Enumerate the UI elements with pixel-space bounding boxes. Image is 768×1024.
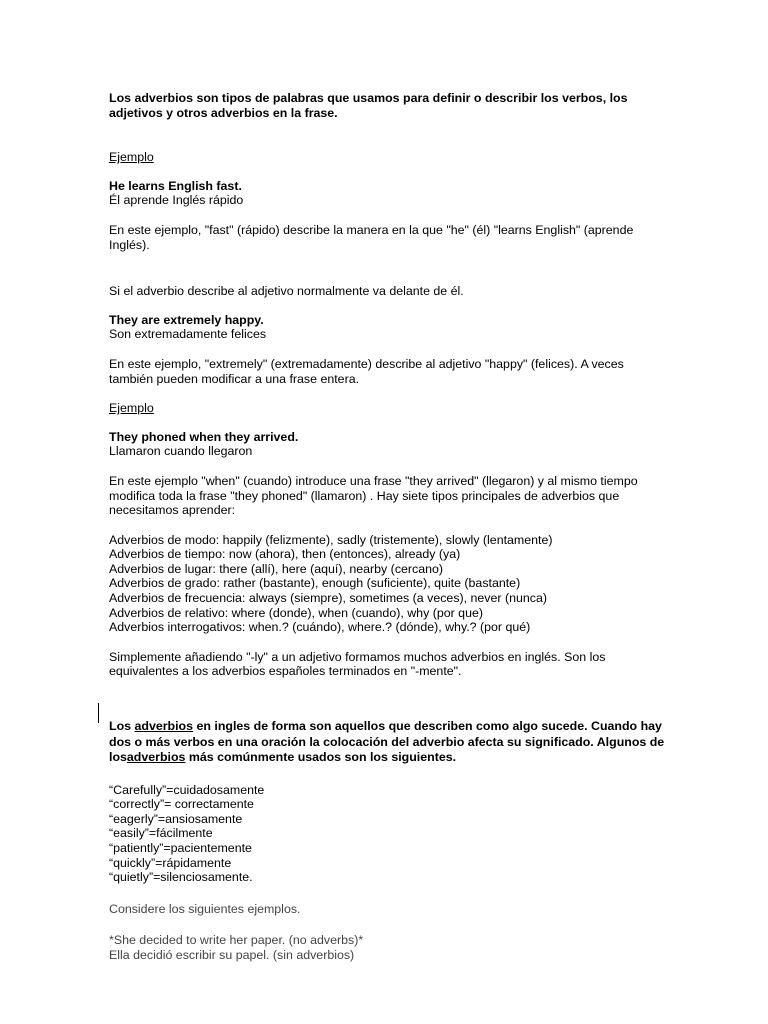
- example-3-spanish: Llamaron cuando llegaron: [109, 444, 253, 459]
- example-3-note: En este ejemplo "when" (cuando) introduce una frase "they arrived" (llegaron) y al mismo tiempo modifica toda la frase "they phoned" (llamaron) . Hay siete tipos principales de adverbios que necesitamos aprender:: [109, 473, 638, 518]
- list-item: “patiently”=pacientemente: [109, 840, 252, 855]
- list-item: Adverbios de lugar: there (allí), here (aquí), nearby (cercano): [109, 561, 444, 576]
- text-cursor: [98, 703, 99, 723]
- example-heading-1: Ejemplo: [109, 150, 154, 165]
- section-2-text: Los: [109, 719, 135, 734]
- example-2-spanish: Son extremadamente felices: [109, 327, 267, 342]
- ly-suffix-note: Simplemente añadiendo "-ly" a un adjetivo formamos muchos adverbios en inglés. Son los equivalentes a los adverbios españoles terminados en "-mente".: [109, 649, 606, 679]
- example-4-english: *She decided to write her paper. (no adverbs)*: [109, 933, 364, 948]
- vocabulary-list: [109, 783, 669, 885]
- list-item: Adverbios de grado: rather (bastante), enough (suficiente), quite (bastante): [109, 576, 521, 591]
- example-1-spanish: Él aprende Inglés rápido: [109, 193, 244, 208]
- list-item: “eagerly”=ansiosamente: [109, 811, 243, 826]
- example-2-english: They are extremely happy.: [109, 312, 264, 327]
- example-2-note: En este ejemplo, "extremely" (extremadamente) describe al adjetivo "happy" (felices). A veces también pueden modificar a una frase entera.: [109, 356, 624, 386]
- intro-paragraph: Los adverbios son tipos de palabras que usamos para definir o describir los verbos, los adjetivos y otros adverbios en la frase.: [109, 91, 628, 120]
- adverb-types-list: [109, 533, 669, 635]
- example-1-note: En este ejemplo, "fast" (rápido) describe la manera en la que "he" (él) "learns English" (aprende Inglés).: [109, 222, 634, 252]
- list-item: Adverbios de relativo: where (donde), when (cuando), why (por que): [109, 605, 483, 620]
- list-item: “quietly”=silenciosamente.: [109, 870, 253, 885]
- adverbios-link[interactable]: adverbios: [134, 719, 194, 734]
- example-3-english: They phoned when they arrived.: [109, 429, 299, 444]
- section-2-text: más comúnmente usados son los siguientes.: [185, 750, 457, 765]
- list-item: “quickly”=rápidamente: [109, 855, 232, 870]
- section-2-text: en ingles de forma son aquellos que describen como algo sucede. Cuando hay dos o más verbos en una oración la colocación del adverbio afecta su significado. Algunos de los: [109, 719, 665, 765]
- list-item: Adverbios de modo: happily (felizmente), sadly (tristemente), slowly (lentamente): [109, 532, 553, 547]
- document-page: [109, 91, 669, 962]
- example-1-english: He learns English fast.: [109, 178, 242, 193]
- list-item: Adverbios interrogativos: when.? (cuándo), where.? (dónde), why.? (por qué): [109, 620, 531, 635]
- list-item: “correctly”= correctamente: [109, 797, 254, 812]
- list-item: “Carefully”=cuidadosamente: [109, 782, 265, 797]
- list-item: “easily”=fácilmente: [109, 826, 213, 841]
- consider-line: Considere los siguientes ejemplos.: [109, 901, 301, 916]
- adverbios-link[interactable]: adverbios: [126, 750, 186, 765]
- example-4-spanish: Ella decidió escribir su papel. (sin adverbios): [109, 947, 355, 962]
- example-heading-2: Ejemplo: [109, 401, 154, 416]
- adjective-rule: Si el adverbio describe al adjetivo normalmente va delante de él.: [109, 284, 464, 299]
- list-item: Adverbios de tiempo: now (ahora), then (entonces), already (ya): [109, 547, 461, 562]
- list-item: Adverbios de frecuencia: always (siempre), sometimes (a veces), never (nunca): [109, 591, 547, 606]
- section-2-paragraph: [109, 719, 669, 766]
